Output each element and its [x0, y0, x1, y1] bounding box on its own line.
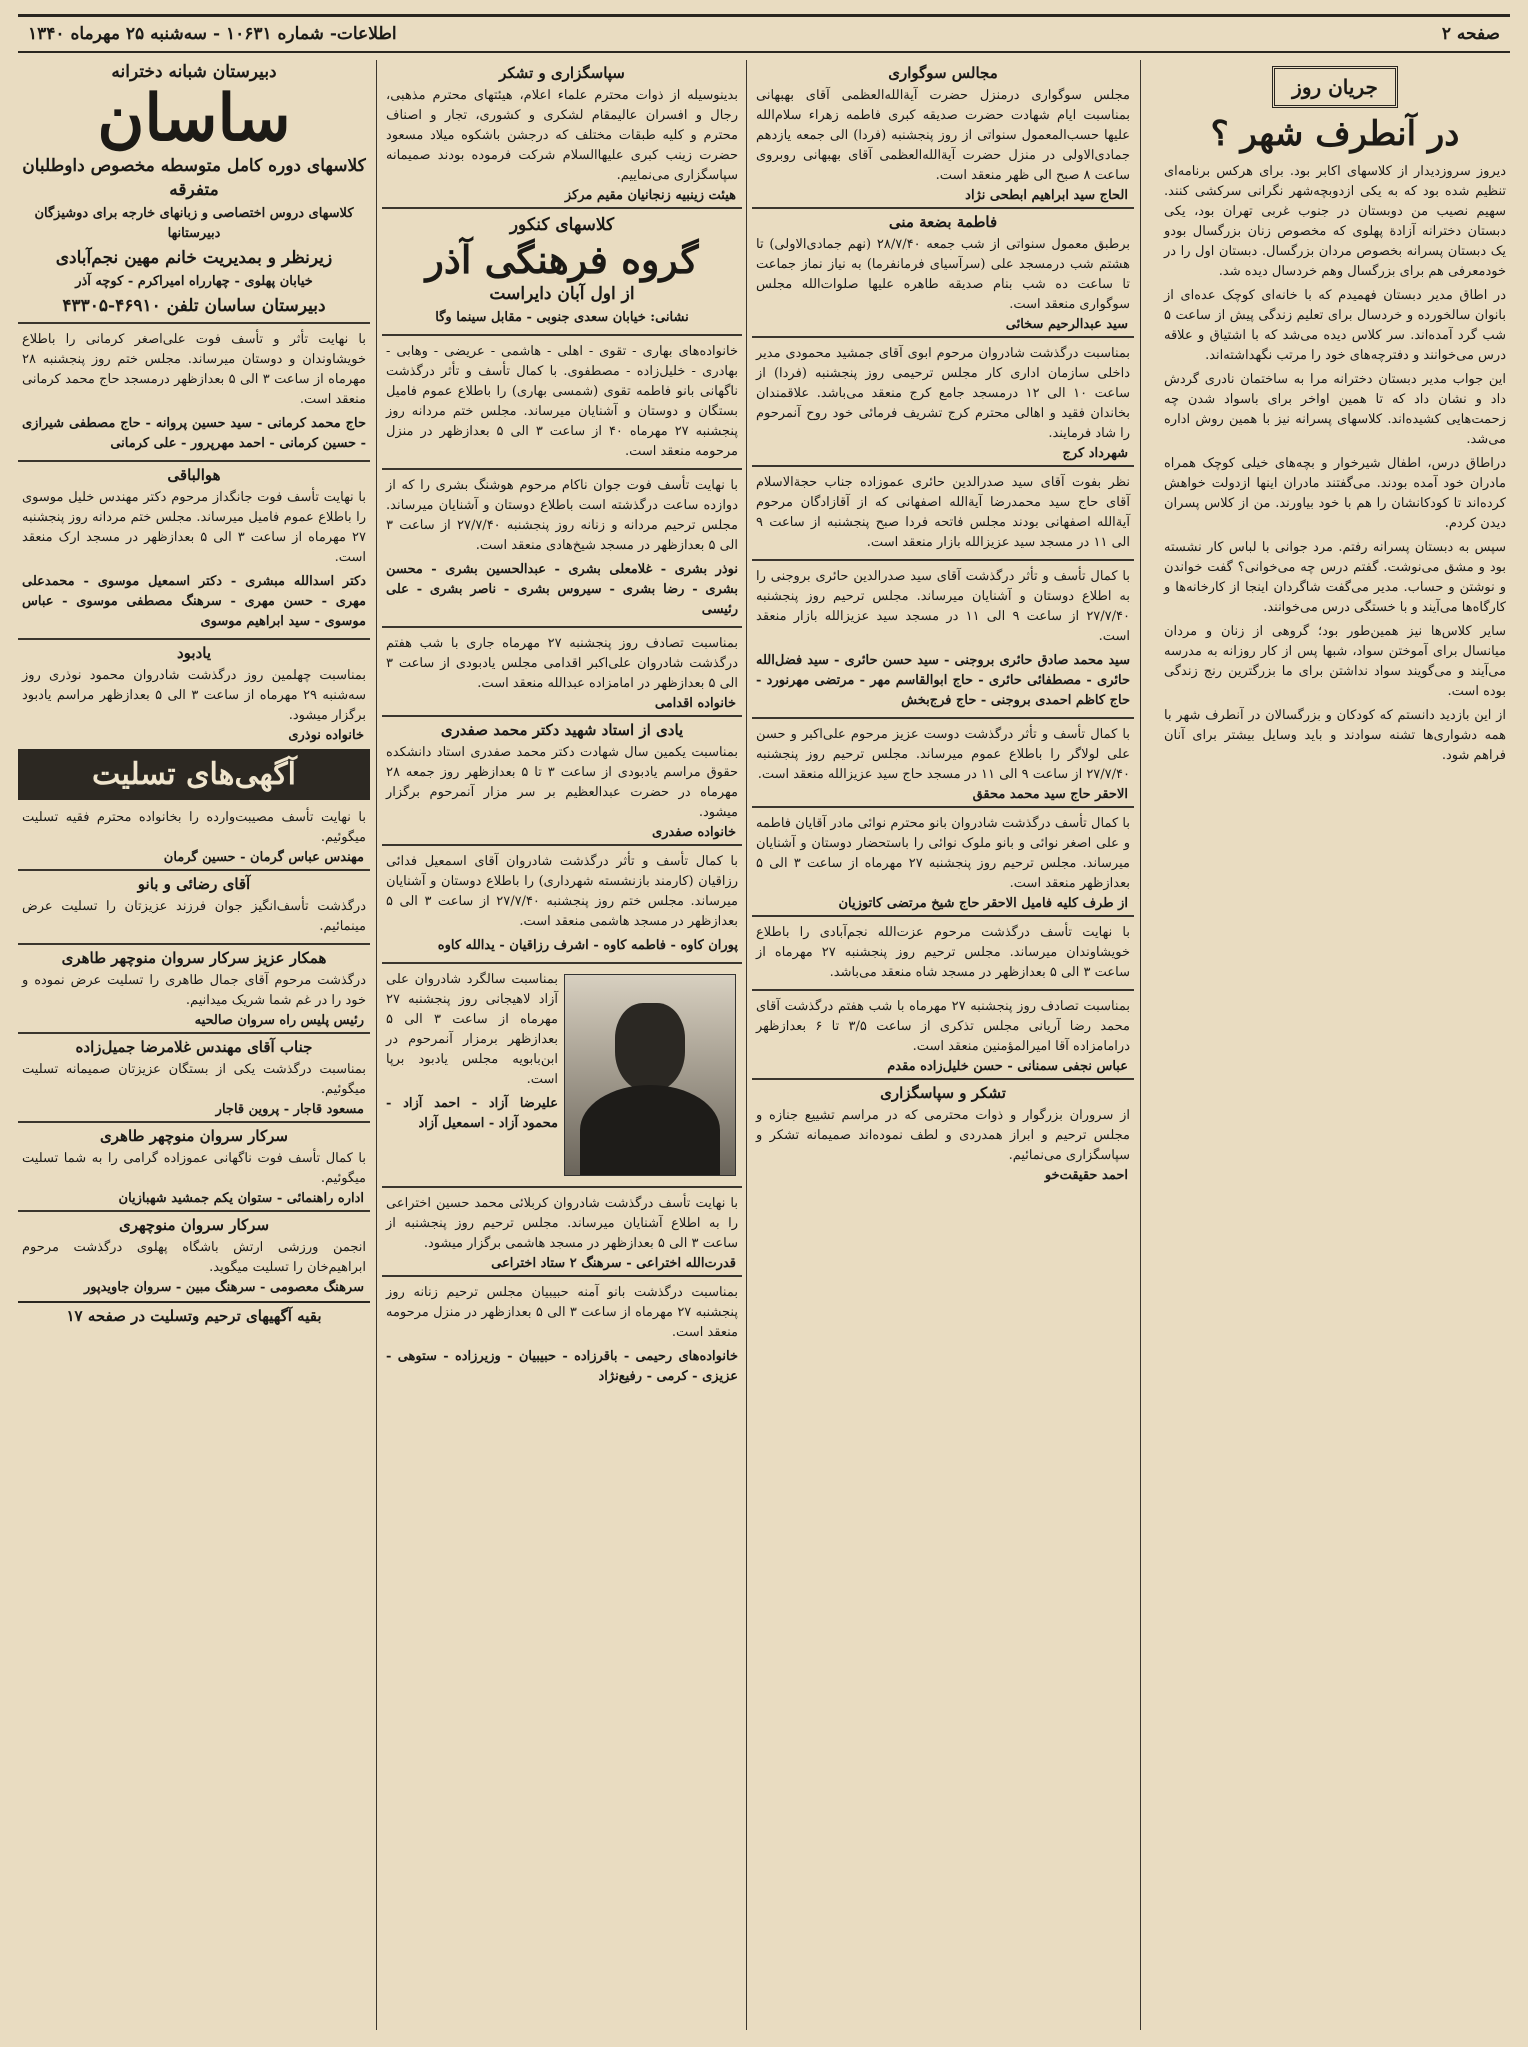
condolence-signature: مسعود قاجار - پروین قاجار — [215, 1102, 364, 1117]
notice-signature: شهرداد کرج — [1062, 446, 1128, 461]
ad-line: کلاسهای دروس اختصاصی و زبانهای خارجه برای دوشیزگان دبیرستانها — [34, 206, 354, 241]
divider — [752, 559, 1134, 561]
mourner-names: دکتر اسدالله مبشری - دکتر اسمعیل موسوی - محمدعلی مهری - حسن مهری - سرهنگ مصطفی موسوی - عباس موسوی - سید ابراهیم موسوی — [22, 574, 366, 629]
divider — [382, 1186, 742, 1188]
condolence-text: بمناسبت درگذشت یکی از بستگان عزیزتان صمیمانه تسلیت میگوئیم. — [22, 1062, 366, 1097]
column-ads — [18, 60, 370, 2030]
notice-text: با کمال تأسف و تأثر درگذشت شادروان آقای اسمعیل فدائی رزاقیان (کارمند بازنشسته شهرداری) را باطلاع دوستان و آشنایان میرساند. مجلس ختم روز پنجشنبه ۲۷/۷/۴۰ از ساعت ۳ الی ۵ بعدازظهر در مسجد هاشمی منعقد است. — [386, 854, 738, 929]
mourner-names: سید محمد صادق حائری بروجنی - سید حسن حائری - سید فضل‌الله حائری - مصطفائی حائری - حاج ابوالقاسم مهر - مرتضی مهرنورد - حاج کاظم احمدی بروجنی - حاج فرج‌بخش — [756, 653, 1130, 708]
divider — [752, 465, 1134, 467]
condolence-signature: مهندس عباس گرمان - حسین گرمان — [163, 850, 364, 865]
divider — [752, 717, 1134, 719]
section-heading: یادبود — [176, 644, 212, 662]
mourner-names: نوذر بشری - غلامعلی بشری - عبدالحسین بشری - محسن بشری - رضا بشری - سیروس بشری - ناصر بشری - علی رئیسی — [386, 562, 738, 617]
divider — [18, 869, 370, 871]
divider — [18, 1032, 370, 1034]
notice-text: از سروران بزرگوار و ذوات محترمی که در مراسم تشییع جنازه و مجلس ترحیم و ابراز همدردی و لطف نموده‌اند صمیمانه تشکر و سپاسگزاری می‌نمائیم. — [756, 1108, 1130, 1163]
section-box: جریان روز — [1272, 66, 1398, 108]
divider — [18, 638, 370, 640]
section-heading: سپاسگزاری و تشکر — [499, 64, 625, 82]
issue-info: اطلاعات- شماره ۱۰۶۳۱ - سه‌شنبه ۲۵ مهرماه ۱۳۴۰ — [28, 24, 397, 44]
ad-address: نشانی: خیابان سعدی جنوبی - مقابل سینما وگا — [435, 310, 689, 325]
column-divider — [1140, 60, 1141, 2030]
photo-signature: علیرضا آزاد - احمد آزاد - محمود آزاد - اسمعیل آزاد — [386, 1096, 558, 1131]
column-editorial — [1160, 60, 1510, 2030]
portrait-body — [580, 1085, 720, 1175]
article-paragraph: سپس به دبستان پسرانه رفتم. مرد جوانی با لباس کار نشسته بود و مشق می‌نوشت. گفتم درس چه می‌خوانی؟ گفت خواندن و نوشتن و حساب. مدیر می‌گفت شاگردان اینجا از کارخانه‌ها و کارگاه‌ها می‌آیند و با خستگی درس می‌خوانند. — [1164, 540, 1506, 615]
ad-title: گروه فرهنگی آذر — [425, 237, 699, 282]
condolence-signature: رئیس پلیس راه سروان صالحیه — [194, 1013, 364, 1028]
page-number: صفحه ۲ — [1441, 24, 1500, 44]
condolence-heading: سرکار سروان منوچهری — [118, 1216, 270, 1234]
portrait-head — [615, 1003, 685, 1091]
notice-signature: از طرف کلیه فامیل الاحقر حاج شیخ مرتضی کاتوزیان — [838, 896, 1128, 911]
notice-text: با کمال تأسف درگذشت شادروان بانو محترم نوائی مادر آقایان فاطمه و علی اصغر نوائی و بانو ملوک نوائی را باستحضار دوستان و آشنایان میرساند. مجلس ترحیم روز پنجشنبه ۲۷ مهرماه از ساعت ۳ الی ۵ بعدازظهر منعقد است. — [756, 816, 1130, 891]
condolence-signature: سرهنگ معصومی - سرهنگ مبین - سروان جاویدپور — [84, 1280, 364, 1295]
ad-heading: کلاسهای کنکور — [509, 215, 615, 235]
divider — [382, 468, 742, 470]
divider — [18, 322, 370, 324]
ad-heading: دبیرستان شبانه دخترانه — [111, 62, 277, 82]
condolence-text: با نهایت تأسف مصیبت‌وارده را بخانواده محترم فقیه تسلیت میگوئیم. — [22, 810, 366, 845]
notice-text: با نهایت تأسف فوت جانگداز مرحوم دکتر مهندس خلیل موسوی را باطلاع عموم فامیل میرساند. مجلس ختم مردانه روز پنجشنبه ۲۷ مهرماه از ساعت ۳ الی ۵ بعدازظهر در مسجد ارک منعقد است. — [22, 490, 366, 565]
notice-text: بمناسبت تصادف روز پنجشنبه ۲۷ مهرماه جاری با شب هفتم درگذشت شادروان علی‌اکبر اقدامی مجلس یادبودی از ساعت ۳ الی ۵ بعدازظهر در امامزاده عبدالله منعقد است. — [386, 636, 738, 691]
column-notices — [382, 60, 742, 2030]
ad-date: از اول آبان دایراست — [489, 284, 635, 304]
notice-text: بدینوسیله از ذوات محترم علماء اعلام، هیئتهای محترم مذهبی، رجال و افسران عالیمقام لشکری و کشوری، تجار و اصناف محترم و کلیه طبقات مختلف که درجشن باشکوه میلاد مسعود حضرت زینب کبری علیهاالسلام شرکت فرموده بودند صمیمانه سپاسگزاری می‌نماییم. — [386, 88, 738, 183]
ad-phone: دبیرستان ساسان تلفن ۴۶۹۱۰-۴۳۳۰۵ — [62, 296, 326, 316]
divider — [382, 626, 742, 628]
section-heading: تشکر و سپاسگزاری — [880, 1084, 1006, 1102]
column-mourning — [752, 60, 1134, 2030]
mourner-names: پوران کاوه - فاطمه کاوه - اشرف رزاقیان - یدالله کاوه — [437, 938, 738, 953]
divider — [752, 207, 1134, 209]
continuation-footer: بقیه آگهیهای ترحیم وتسلیت در صفحه ۱۷ — [18, 1301, 370, 1325]
mourner-names: حاج محمد کرمانی - سید حسین پروانه - حاج مصطفی شیرازی - حسین کرمانی - احمد مهرپرور - علی کرمانی — [22, 416, 366, 451]
notice-text: با نهایت تأثر و تأسف فوت علی‌اصغر کرمانی را باطلاع خویشاوندان و دوستان میرساند. مجلس ختم روز پنجشنبه ۲۸ مهرماه از ساعت ۳ الی ۵ بعدازظهر درمسجد حاج محمد کرمانی منعقد است. — [22, 332, 366, 407]
notice-signature: هیئت زینبیه زنجانیان مقیم مرکز — [564, 188, 736, 203]
notice-text: نظر بفوت آقای سید صدرالدین حائری عموزاده جناب حجة‌الاسلام آقای حاج سید محمدرضا آیة‌الله اصفهانی که از آقازادگان مرحوم آیة‌الله اصفهانی بودند مجلس فاتحه فردا صبح پنجشنبه از ساعت ۹ الی ۱۱ در مسجد سید عزیزالله بازار منعقد است. — [756, 475, 1130, 550]
article-title: در آنطرف شهر ؟ — [1210, 114, 1460, 154]
notice-text: بمناسبت تصادف روز پنجشنبه ۲۷ مهرماه با شب هفتم درگذشت آقای محمد رضا آریانی مجلس تذکری از ساعت ۳/۵ تا ۶ بعدازظهر درامامزاده آقا امیرالمؤمنین منعقد است. — [756, 999, 1131, 1054]
divider — [382, 844, 742, 846]
divider — [752, 915, 1134, 917]
divider — [18, 1121, 370, 1123]
notice-signature: سید عبدالرحیم سخائی — [1005, 317, 1128, 332]
ad-line: زیرنظر و بمدیریت خانم مهین نجم‌آبادی — [55, 248, 333, 268]
ad-title: ساسان — [97, 81, 291, 156]
notice-text: با نهایت تأسف درگذشت مرحوم عزت‌الله نجم‌آبادی را باطلاع خویشاوندان میرساند. مجلس ترحیم روز پنجشنبه ۲۷ مهرماه از ساعت ۳ الی ۵ بعدازظهر در مسجد شاه منعقد می‌باشد. — [756, 925, 1130, 980]
notice-signature: الاحقر حاج سید محمد محقق — [972, 787, 1128, 802]
article-paragraph: دیروز سروزدیدار از کلاسهای اکابر بود. برای هرکس برنامه‌ای تنظیم شده بود که به یکی ازدوبچه‌شهر نگرانی سرکشی کنند. سهیم نصیب من دوبستان در جنوب غربی تهران بود، یکی دبستان دخترانه آزادة پهلوی که مخصوص زنان بزرگسال بودو یک دبستان پسرانه بخصوص مردان بزرگسال. دبستان اول را در خودمعرفی هم برای بزرگسال وهم خردسال دیده شد. — [1164, 164, 1506, 279]
divider — [382, 1275, 742, 1277]
article-paragraph: سایر کلاس‌ها نیز همین‌طور بود؛ گروهی از زنان و مردان میانسال برای آموختن سواد، شبها پس از کار روزانه به مدرسه می‌آیند و می‌گویند سواد نداشتن برای ما بزرگترین رنج زندگی بوده است. — [1164, 624, 1506, 699]
condolence-text: با کمال تأسف فوت ناگهانی عموزاده گرامی را به شما تسلیت میگوئیم. — [22, 1151, 366, 1186]
notice-text: با کمال تأسف و تأثر درگذشت دوست عزیز مرحوم علی‌اکبر و حسن علی لولاگر را باطلاع عموم میرساند. مجلس ترحیم روز پنجشنبه ۲۷/۷/۴۰ از ساعت ۹ الی ۱۱ در مسجد حاج سید عزیزالله منعقد است. — [756, 727, 1130, 782]
divider — [752, 989, 1134, 991]
divider — [382, 334, 742, 336]
section-heading: فاطمة بضعة منی — [888, 213, 998, 231]
divider — [752, 1078, 1134, 1080]
condolence-text: درگذشت مرحوم آقای جمال طاهری را تسلیت عرض نموده و خود را در غم شما شریک میدانیم. — [22, 973, 366, 1008]
notice-text: بمناسبت درگذشت بانو آمنه حبیبیان مجلس ترحیم زنانه روز پنجشنبه ۲۷ مهرماه از ساعت ۳ الی ۵ بعدازظهر در منزل مرحومه منعقد است. — [386, 1285, 738, 1340]
divider — [382, 962, 742, 964]
article-paragraph: از این بازدید دانستم که کودکان و بزرگسالان در آنطرف شهر با همه دشواری‌ها تشنه سوادند و باید وسایل بیشتر برای آنان فراهم شود. — [1164, 708, 1506, 763]
notice-text: برطبق معمول سنواتی از شب جمعه ۲۸/۷/۴۰ (نهم جمادی‌الاولی) تا هشتم شب درمسجد علی (سرآسیای فرمانفرما) به نیاز نماز جماعت تا ساعت ده شب بنام صدیقه طاهره علیها صلوات‌الله مجلس سوگواری منعقد است. — [756, 237, 1130, 312]
divider — [18, 1210, 370, 1212]
notice-text: با نهایت تأسف فوت جوان ناکام مرحوم هوشنگ بشری را که از دوازده ساعت درگذشته است باطلاع دوستان و آشنایان میرساند. مجلس ترحیم مردانه و زنانه روز پنجشنبه ۲۷/۷/۴۰ از ساعت ۳ الی ۵ بعدازظهر در مسجد شیخ‌هادی منعقد است. — [386, 478, 738, 553]
column-divider — [376, 60, 377, 2030]
notice-signature: خانواده اقدامی — [654, 696, 736, 711]
notice-signature: قدرت‌الله اختراعی - سرهنگ ۲ ستاد اختراعی — [491, 1256, 736, 1271]
notice-signature: احمد حقیقت‌خو — [1044, 1168, 1128, 1183]
notice-text: با کمال تأسف و تأثر درگذشت آقای سید صدرالدین حائری بروجنی را به اطلاع دوستان و آشنایان میرساند. مجلس ترحیم روز پنجشنبه ۲۷/۷/۴۰ از ساعت ۹ الی ۱۱ در مسجد سید عزیزالله بازار منعقد است. — [756, 569, 1130, 644]
condolence-text: درگذشت تأسف‌انگیز جوان فرزند عزیزتان را تسلیت عرض مینمائیم. — [22, 899, 366, 934]
section-heading: یادی از استاد شهید دکتر محمد صفدری — [440, 721, 684, 739]
notice-text: مجلس سوگواری درمنزل حضرت آیة‌الله‌العظمی آقای بهبهانی بمناسبت ایام شهادت حضرت صدیقه کبری فاطمه زهراء سلام‌الله علیها حسب‌المعمول سنواتی از روز پنجشنبه (فردا) الی جمعه یازدهم جمادی‌الاولی در منزل حضرت آیة‌الله‌العظمی آقای بهبهانی روبروی ساعت ۸ صبح الی ظهر منعقد است. — [756, 88, 1130, 183]
section-heading: هوالباقی — [167, 466, 221, 484]
notice-signature: خانواده نوذری — [288, 728, 364, 743]
condolence-signature: اداره راهنمائی - ستوان یکم جمشید شهبازیان — [118, 1191, 364, 1206]
divider — [18, 460, 370, 462]
condolence-heading: جناب آقای مهندس غلامرضا جمیل‌زاده — [75, 1038, 313, 1056]
divider — [18, 943, 370, 945]
ad-line: کلاسهای دوره کامل متوسطه مخصوص داوطلبان متفرقه — [22, 156, 366, 200]
condolence-text: انجمن ورزشی ارتش باشگاه پهلوی درگذشت مرحوم ابراهیم‌خان را تسلیت میگوید. — [22, 1240, 366, 1275]
notice-text: خانواده‌های بهاری - تقوی - اهلی - هاشمی - عریضی - وهابی - بهادری - خلیل‌زاده - مصطفوی. با کمال تأسف و تأثر درگذشت ناگهانی بانو فاطمه تقوی (شمسی بهاری) را باطلاع عموم فامیل بستگان و دوستان و آشنایان میرساند. مجلس ختم مردانه روز پنجشنبه ۲۷ مهرماه ۴۰ از ساعت ۳ الی ۵ بعدازظهر در منزل مرحومه منعقد است. — [386, 344, 738, 459]
condolence-banner: آگهی‌های تسلیت — [18, 749, 370, 800]
portrait-photo — [564, 974, 736, 1176]
photo-caption: بمناسبت سالگرد شادروان علی آزاد لاهیجانی روز پنجشنبه ۲۷ مهرماه از ساعت ۳ الی ۵ بعدازظهر برمزار آنمرحوم در ابن‌بابویه مجلس یادبود برپا است. — [386, 972, 558, 1087]
article-paragraph: دراطاق درس، اطفال شیرخوار و بچه‌های خیلی کوچک همراه مادران خود آمده بودند. می‌گفتند مادران اینها ازدولت خواهش کرده‌اند تا کودکانشان را هم با خود بیاورند. من از کلاس پسران دیدن کردم. — [1164, 456, 1506, 531]
notice-signature: عباس نجفی سمنانی - حسن خلیل‌زاده مقدم — [887, 1059, 1128, 1074]
notice-text: بمناسبت درگذشت شادروان مرحوم ابوی آقای جمشید محمودی مدیر داخلی سازمان اداری کار مجلس ترحیمی روز پنجشنبه (فردا) از ساعت ۱۰ الی ۱۲ درمسجد جامع کرج منعقد می‌باشد. علاقمندان بخاندان فقید و اهالی محترم کرج تشریف فرمائی خود روح آنمرحوم را شاد فرمایند. — [756, 346, 1130, 441]
notice-text: با نهایت تأسف درگذشت شادروان کربلائی محمد حسین اختراعی را به اطلاع آشنایان میرساند. مجلس ترحیم روز پنجشنبه از ساعت ۳ الی ۵ بعدازظهر در مسجد هاشمی برگزار میشود. — [386, 1196, 738, 1251]
notice-signature: خانواده صفدری — [652, 825, 736, 840]
ad-line: خیابان پهلوی - چهارراه امیراکرم - کوچه آذر — [75, 274, 313, 289]
condolence-heading: همکار عزیز سرکار سروان منوچهر طاهری — [61, 949, 327, 967]
divider — [382, 715, 742, 717]
condolence-heading: آقای رضائی و بانو — [137, 875, 251, 893]
notice-text: بمناسبت چهلمین روز درگذشت شادروان محمود نوذری روز سه‌شنبه ۲۹ مهرماه از ساعت ۳ الی ۵ بعدازظهر مراسم یادبود برگزار میشود. — [22, 668, 366, 723]
notice-signature: الحاج سید ابراهیم ابطحی نژاد — [965, 188, 1128, 203]
masthead — [18, 14, 1510, 53]
divider — [752, 336, 1134, 338]
divider — [752, 806, 1134, 808]
condolence-heading: سرکار سروان منوچهر طاهری — [100, 1127, 288, 1145]
article-paragraph: در اطاق مدیر دبستان فهمیدم که با خانه‌ای کوچک عده‌ای از بانوان سالخورده و خردسال برای تعلیم زندگی پیش از ساعت ۵ شب گرد آمده‌اند. سر کلاس دیده می‌شد که با اشتیاق و علاقه درس می‌خوانند و دفترچه‌های خود را مرتب نگهداشته‌اند. — [1164, 288, 1506, 363]
divider — [382, 207, 742, 209]
notice-text: بمناسبت یکمین سال شهادت دکتر محمد صفدری استاد دانشکده حقوق مراسم یادبودی از ساعت ۳ تا ۵ بعدازظهر روز جمعه ۲۸ مهرماه در حضرت عبدالعظیم بر سر مزار آنمرحوم برگزار میشود. — [386, 745, 739, 820]
column-divider — [746, 60, 747, 2030]
photo-notice — [382, 968, 742, 1182]
mourner-names: خانواده‌های رحیمی - باقرزاده - حبیبیان - وزیرزاده - ستوهی - عزیزی - کرمی - رفیع‌نژاد — [386, 1349, 738, 1384]
section-heading: مجالس سوگواری — [888, 64, 998, 82]
article-paragraph: این جواب مدیر دبستان دخترانه مرا به ساختمان نادری گردش داد و نشان داد که تا همین اواخر برای باسواد شدن چه زحمت‌هایی کشیده‌اند. کلاسهای پسرانه نیز با همین روش اداره می‌شد. — [1164, 372, 1506, 447]
